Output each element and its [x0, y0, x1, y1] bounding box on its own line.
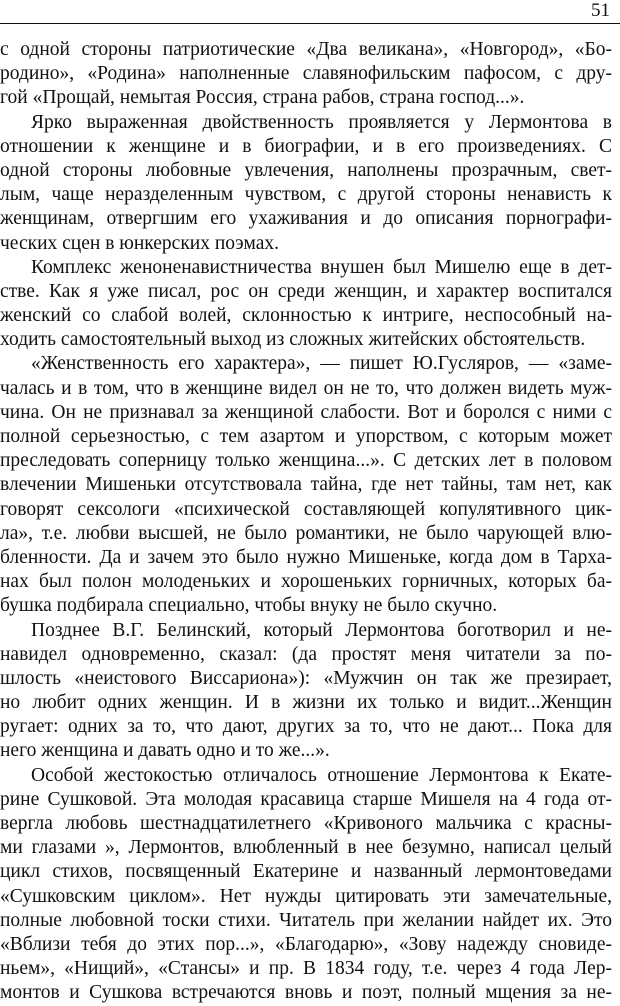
text-line: Особой жестокостью отличалось отношение Лермонтова к Екате- — [31, 764, 612, 786]
paragraph — [0, 619, 612, 764]
text-line: «Женственность его характера», — пишет Ю.Гусляров, — «заме- — [31, 353, 612, 375]
header-rule — [0, 23, 620, 24]
text-line: стве. Как я уже писал, рос он среди женщин, и характер воспитался — [0, 280, 612, 302]
text-line: полные любовной тоски стихи. Читатель при желании найдет их. Это — [0, 909, 612, 931]
text-line: родино», «Родина» наполненные славянофильским пафосом, с дру- — [0, 63, 612, 85]
text-line: одной стороны любовные увлечения, наполнены прозрачным, свет- — [0, 159, 612, 181]
text-line: лым, чаще неразделенным чувством, с другой стороны ненависть к — [0, 184, 612, 206]
text-line: чалась и в том, что в женщине видел он не то, что должен видеть муж- — [0, 377, 612, 399]
paragraph — [0, 256, 612, 353]
text-line: женщинам, отвергшим его ухаживания и до описания порнографи- — [0, 208, 612, 230]
text-line: женский со слабой волей, склонностью к интриге, неспособный на- — [0, 305, 612, 327]
text-line: ньем», «Нищий», «Стансы» и пр. В 1834 году, т.е. через 4 года Лер- — [0, 958, 612, 980]
text-line: ческих сцен в юнкерских поэмах. — [0, 232, 279, 254]
text-line: «Вблизи тебя до этих пор...», «Благодарю», «Зову надежду сновиде- — [0, 933, 612, 955]
text-line: него женщина и давать одно и то же...». — [0, 740, 330, 762]
page-number: 51 — [591, 0, 610, 21]
text-line: с одной стороны патриотические «Два великана», «Новгород», «Бо- — [0, 39, 612, 60]
text-line: преследовать соперницу только женщина...». С детских лет в половом — [0, 450, 612, 472]
text-line: бленности. Да и зачем это было нужно Мишеньке, когда дом в Тарха- — [0, 546, 612, 568]
text-line: гой «Прощай, немытая Россия, страна рабов, страна господ...». — [0, 87, 525, 109]
text-line: навидел одновременно, сказал: (да простят меня читатели за по- — [0, 643, 612, 665]
text-line: шлость «неистового Виссариона»): «Мужчин он так же презирает, — [0, 667, 612, 689]
text-line: цикл стихов, посвященный Екатерине и названный лермонтоведами — [0, 861, 612, 883]
text-line: Позднее В.Г. Белинский, который Лермонтова боготворил и не- — [31, 619, 612, 641]
text-line: вергла любовь шестнадцатилетнего «Кривоного мальчика с красны- — [0, 813, 612, 834]
text-line: рине Сушковой. Эта молодая красавица старше Мишеля на 4 года от- — [0, 788, 612, 810]
text-line: чина. Он не признавал за женщиной слабости. Вот и боролся с ними с — [0, 401, 612, 423]
text-line: влечении Мишеньки отсутствовала тайна, где нет тайны, там нет, как — [0, 474, 612, 496]
paragraph — [0, 764, 612, 1006]
text-line: Комплекс женоненавистничества внушен был Мишелю еще в дет- — [31, 256, 612, 278]
paragraph — [0, 38, 612, 111]
text-line: полной серьезностью, с тем азартом и упорством, с которым может — [0, 426, 612, 447]
text-line: «Сушковским циклом». Нет нужды цитировать эти замечательные, — [0, 885, 612, 907]
paragraph — [0, 352, 612, 618]
text-line: ходить самостоятельный выход из сложных житейских обстоятельств. — [0, 329, 586, 351]
text-line: бушка подбирала специально, чтобы внуку не было скучно. — [0, 595, 498, 617]
text-line: но любит одних женщин. И в жизни их только и видит...Женщин — [0, 692, 612, 714]
text-line: ми глазами », Лермонтов, влюбленный в нее безумно, написал целый — [0, 837, 612, 859]
text-line: говорят сексологи «психической составляющей копулятивного цик- — [0, 498, 612, 520]
text-line: Ярко выраженная двойственность проявляется у Лермонтова в — [31, 111, 612, 133]
text-line: отношении к женщине и в биографии, и в его произведениях. С — [0, 135, 612, 157]
paragraph — [0, 111, 612, 256]
text-line: ругает: одних за то, что дают, других за то, что не дают... Пока для — [0, 716, 612, 738]
text-line: ла», т.е. любви высшей, не было романтики, не было чарующей влю- — [0, 522, 612, 544]
text-line: нах был полон молоденьких и хорошеньких горничных, которых ба- — [0, 571, 612, 593]
text-line: монтов и Сушкова встречаются вновь и поэт, полный мщения за не- — [0, 982, 612, 1004]
body-text — [0, 38, 612, 1006]
